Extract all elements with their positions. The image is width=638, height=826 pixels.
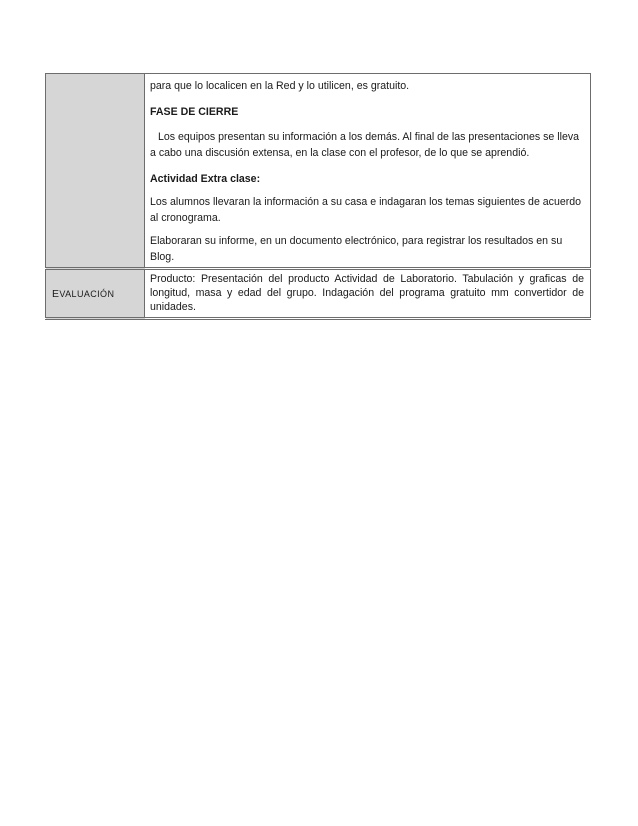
evaluacion-content: Producto: Presentación del producto Actividad de Laboratorio. Tabulación y graficas de longitud, masa y edad del grupo. Indagación del programa gratuito mm convertidor de unidades. xyxy=(145,269,591,319)
fase-cierre-paragraph xyxy=(150,129,586,161)
table-row-closing xyxy=(46,74,591,269)
row-label-evaluacion xyxy=(46,269,145,319)
lesson-plan-table xyxy=(45,73,591,320)
label-evaluacion-first-letter: E xyxy=(52,287,60,300)
label-evaluacion-rest: VALUACIÓN xyxy=(59,288,115,299)
extra-clase-paragraph-1: Los alumnos llevaran la información a su casa e indagaran los temas siguientes de acuerdo al cronograma. xyxy=(150,196,582,224)
row-label-cell-empty xyxy=(46,74,145,269)
extra-clase-paragraph-2: Elaboraran su informe, en un documento electrónico, para registrar los resultados en su Blog. xyxy=(150,235,563,263)
extra-clase-heading: Actividad Extra clase: xyxy=(150,173,261,185)
row-content-cell xyxy=(145,74,591,269)
fase-cierre-text: Los equipos presentan su información a los demás. Al final de las presentaciones se lleva a cabo una discusión extensa, en la clase con el profesor, de lo que se aprendió. xyxy=(150,131,580,159)
fase-cierre-heading: FASE DE CIERRE xyxy=(150,106,239,118)
intro-tail-text: para que lo localicen en la Red y lo utilicen, es gratuito. xyxy=(150,80,410,92)
table-row-evaluacion xyxy=(46,269,591,319)
